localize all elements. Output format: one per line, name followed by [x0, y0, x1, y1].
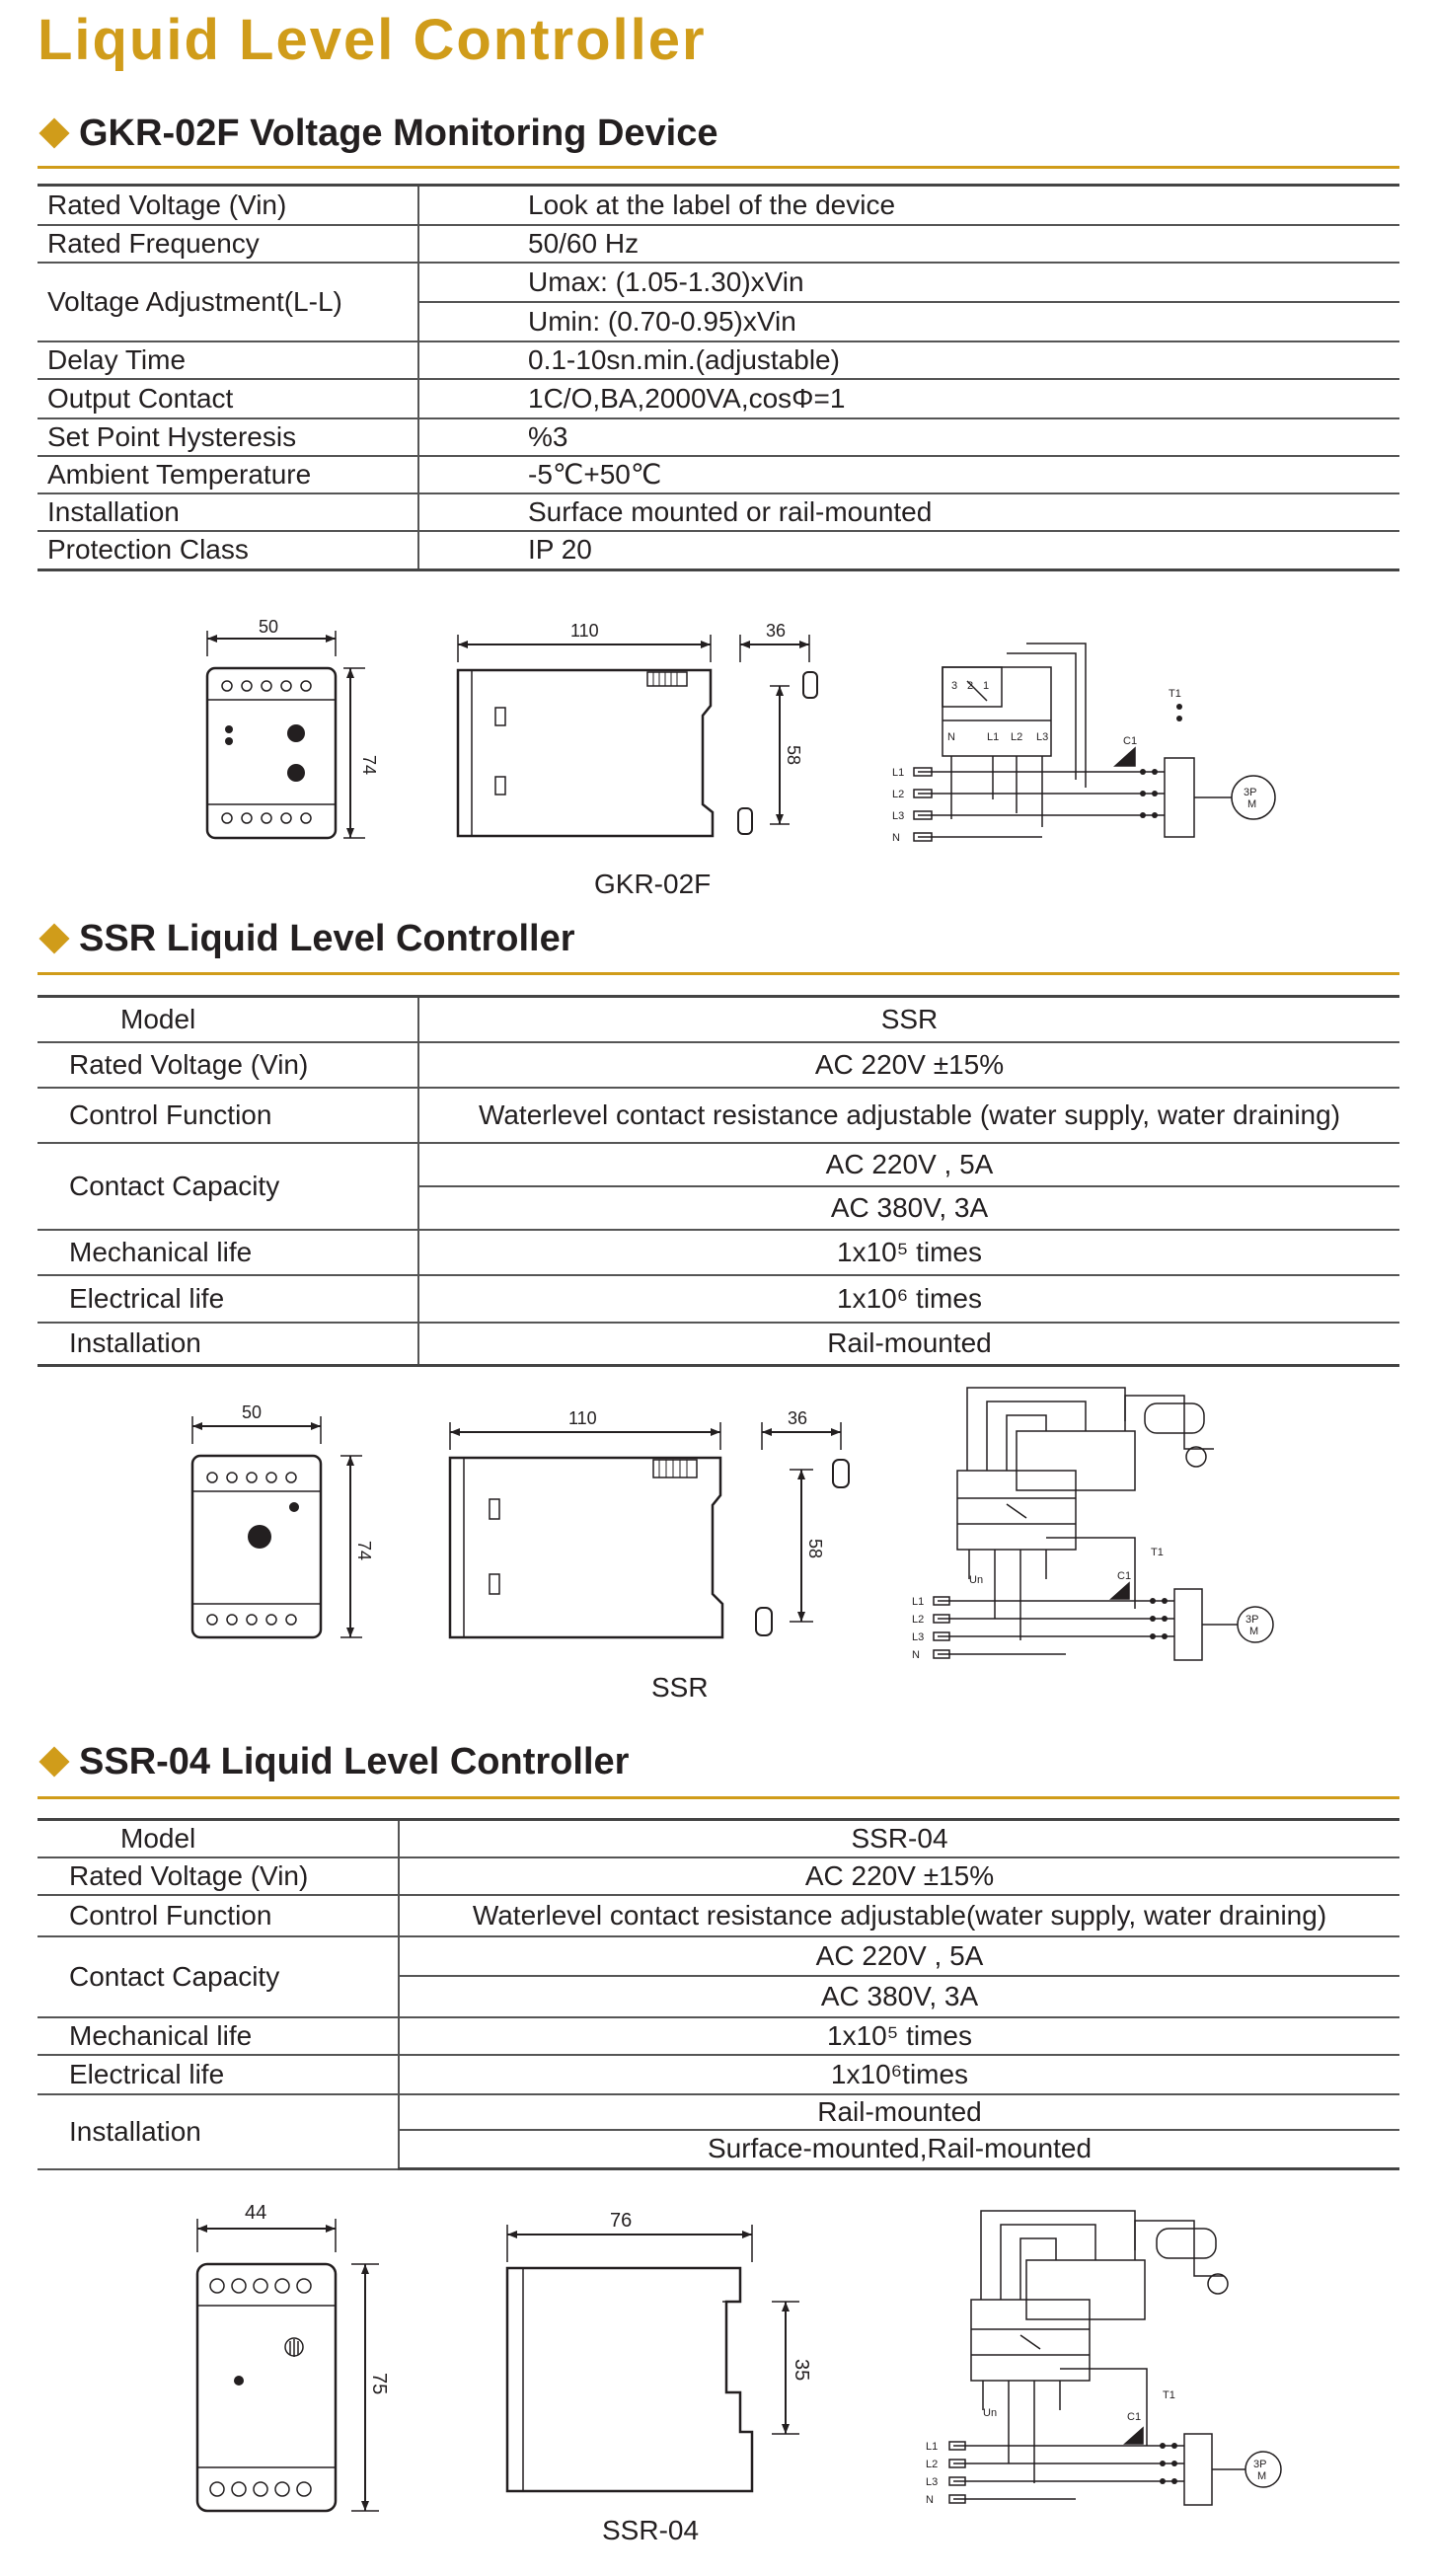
spec-label: Rated Voltage (Vin): [38, 1857, 399, 1895]
table-row: [38, 1042, 1399, 1088]
dim-side-label: 36: [788, 1408, 808, 1428]
dim-side-label: 36: [766, 621, 787, 641]
spec-label: Rated Voltage (Vin): [38, 1042, 418, 1088]
wire-label-l1: L1: [892, 767, 905, 779]
table-row: [38, 186, 1399, 225]
spec-label: Rated Voltage (Vin): [38, 186, 418, 225]
wire-label-l2: L2: [912, 1614, 925, 1626]
spec-label: Control Function: [38, 1895, 399, 1936]
spec-label: Protection Class: [38, 531, 418, 570]
section-heading-gkr02f: [38, 111, 717, 156]
spec-label: Contact Capacity: [38, 1143, 418, 1230]
contactor-label: C1: [1117, 1570, 1132, 1582]
drawing-caption-gkr02f: GKR-02F: [594, 869, 712, 899]
spec-table-gkr02f: [38, 184, 1399, 571]
diamond-bullet-icon: [38, 117, 69, 148]
spec-value: Waterlevel contact resistance adjustable(water supply, water draining): [399, 1895, 1399, 1936]
spec-value: %3: [418, 418, 1399, 456]
spec-label: Model: [38, 1820, 399, 1857]
table-row: [38, 1088, 1399, 1143]
wire-label-n: N: [912, 1649, 920, 1661]
table-row: [38, 1820, 1399, 1857]
motor-sub-label: M: [1249, 1626, 1259, 1637]
wiring-diagram-ssr: [888, 1382, 1303, 1678]
spec-value: 1x10⁵ times: [399, 2017, 1399, 2055]
table-row: [38, 2094, 1399, 2130]
front-view-drawing-ssr: [173, 1397, 380, 1653]
un-label: Un: [983, 2407, 998, 2419]
dim-depth-label: 110: [568, 1408, 597, 1428]
contactor-label: C1: [1123, 735, 1138, 747]
table-row: [38, 1936, 1399, 1976]
motor-sub-label: M: [1257, 2470, 1267, 2482]
dim-height-label: 74: [359, 755, 379, 776]
side-view-drawing-ssr04: [484, 2199, 839, 2515]
section-heading-ssr: [38, 916, 575, 961]
front-view-drawing-ssr04: [178, 2199, 415, 2525]
table-row: [38, 1143, 1399, 1186]
table-row: [38, 1323, 1399, 1366]
side-view-drawing-ssr: [434, 1397, 868, 1653]
spec-value: Umax: (1.05-1.30)xVin: [418, 263, 1399, 302]
gold-divider: [38, 166, 1399, 169]
motor-sub-label: M: [1247, 798, 1257, 810]
wiring-diagram-ssr04: [898, 2201, 1313, 2517]
terminal-label: 2: [967, 680, 974, 692]
spec-value: 1x10⁶ times: [418, 1275, 1399, 1323]
spec-label: Mechanical life: [38, 2017, 399, 2055]
contactor-label: C1: [1127, 2411, 1142, 2423]
table-row: [38, 225, 1399, 263]
spec-table-ssr04: [38, 1818, 1399, 2170]
relay-label: T1: [1169, 688, 1181, 700]
table-row: [38, 1857, 1399, 1895]
wire-label-l3: L3: [912, 1631, 925, 1643]
spec-value: SSR: [418, 997, 1399, 1042]
dim-width-label: 44: [245, 2202, 267, 2224]
table-row: [38, 531, 1399, 570]
spec-value: 1x10⁶times: [399, 2055, 1399, 2094]
spec-value: Surface mounted or rail-mounted: [418, 493, 1399, 531]
spec-value: Look at the label of the device: [418, 186, 1399, 225]
table-row: [38, 418, 1399, 456]
page-title: Liquid Level Controller: [38, 8, 707, 72]
dim-rail-label: 58: [805, 1539, 825, 1559]
table-row: [38, 2017, 1399, 2055]
dim-depth-label: 110: [570, 621, 599, 641]
section-heading-text: GKR-02F Voltage Monitoring Device: [79, 113, 718, 154]
spec-label: Electrical life: [38, 1275, 418, 1323]
section-heading-text: SSR Liquid Level Controller: [79, 918, 575, 959]
spec-label: Delay Time: [38, 341, 418, 379]
table-row: [38, 2055, 1399, 2094]
table-row: [38, 493, 1399, 531]
motor-label: 3P: [1244, 787, 1257, 798]
motor-label: 3P: [1253, 2459, 1267, 2470]
spec-value: 1C/O,BA,2000VA,cosΦ=1: [418, 379, 1399, 418]
spec-value: 50/60 Hz: [418, 225, 1399, 263]
spec-value: Surface-mounted,Rail-mounted: [399, 2130, 1399, 2169]
spec-label: Control Function: [38, 1088, 418, 1143]
spec-value: AC 220V ±15%: [418, 1042, 1399, 1088]
dim-height-label: 74: [354, 1541, 374, 1561]
spec-label: Contact Capacity: [38, 1936, 399, 2017]
spec-label: Rated Frequency: [38, 225, 418, 263]
spec-value: Waterlevel contact resistance adjustable (water supply, water draining): [418, 1088, 1399, 1143]
wire-label-l3: L3: [892, 810, 905, 822]
wire-label-l2: L2: [926, 2459, 939, 2470]
spec-value: Umin: (0.70-0.95)xVin: [418, 302, 1399, 341]
dim-depth-label: 76: [610, 2210, 633, 2232]
diamond-bullet-icon: [38, 923, 69, 953]
table-row: [38, 263, 1399, 302]
diamond-bullet-icon: [38, 1746, 69, 1777]
wire-label-n: N: [926, 2494, 934, 2506]
spec-label: Set Point Hysteresis: [38, 418, 418, 456]
dim-rail-label: 58: [784, 745, 803, 766]
spec-label: Installation: [38, 2094, 399, 2169]
spec-value: AC 380V, 3A: [399, 1976, 1399, 2017]
un-label: Un: [969, 1574, 984, 1586]
table-row: [38, 379, 1399, 418]
dim-height-label: 75: [368, 2373, 390, 2395]
spec-value: AC 380V, 3A: [418, 1186, 1399, 1230]
spec-value: -5℃+50℃: [418, 456, 1399, 493]
spec-value: 1x10⁵ times: [418, 1230, 1399, 1275]
spec-label: Mechanical life: [38, 1230, 418, 1275]
terminal-label: L1: [987, 731, 1000, 743]
gold-divider: [38, 1796, 1399, 1799]
wire-label-n: N: [892, 832, 900, 844]
terminal-label: L3: [1036, 731, 1049, 743]
drawing-caption-ssr: SSR: [651, 1672, 709, 1703]
drawing-caption-ssr04: SSR-04: [602, 2515, 700, 2545]
table-row: [38, 1230, 1399, 1275]
spec-label: Model: [38, 997, 418, 1042]
terminal-label: 3: [951, 680, 958, 692]
wire-label-l1: L1: [912, 1596, 925, 1608]
wire-label-l1: L1: [926, 2441, 939, 2453]
spec-label: Voltage Adjustment(L-L): [38, 263, 418, 341]
terminal-label: 1: [983, 680, 990, 692]
dim-rail-label: 35: [791, 2359, 812, 2382]
spec-value: Rail-mounted: [399, 2094, 1399, 2130]
terminal-label: L2: [1011, 731, 1023, 743]
front-view-drawing-gkr02f: [188, 617, 385, 854]
relay-label: T1: [1163, 2389, 1175, 2401]
side-view-drawing-gkr02f: [444, 617, 859, 854]
spec-label: Installation: [38, 1323, 418, 1366]
wiring-diagram-gkr02f: [868, 642, 1283, 859]
spec-label: Electrical life: [38, 2055, 399, 2094]
section-heading-text: SSR-04 Liquid Level Controller: [79, 1741, 630, 1782]
dim-width-label: 50: [259, 617, 279, 637]
spec-table-ssr: [38, 995, 1399, 1367]
table-row: [38, 997, 1399, 1042]
table-row: [38, 341, 1399, 379]
spec-value: AC 220V , 5A: [399, 1936, 1399, 1976]
gold-divider: [38, 972, 1399, 975]
wire-label-l2: L2: [892, 789, 905, 800]
spec-value: Rail-mounted: [418, 1323, 1399, 1366]
terminal-label: N: [947, 731, 955, 743]
table-row: [38, 1275, 1399, 1323]
spec-label: Ambient Temperature: [38, 456, 418, 493]
spec-value: IP 20: [418, 531, 1399, 570]
motor-label: 3P: [1245, 1614, 1259, 1626]
spec-value: AC 220V ±15%: [399, 1857, 1399, 1895]
spec-value: SSR-04: [399, 1820, 1399, 1857]
table-row: [38, 456, 1399, 493]
wire-label-l3: L3: [926, 2476, 939, 2488]
section-heading-ssr04: [38, 1739, 629, 1784]
spec-label: Output Contact: [38, 379, 418, 418]
spec-label: Installation: [38, 493, 418, 531]
relay-label: T1: [1151, 1547, 1164, 1558]
spec-value: 0.1-10sn.min.(adjustable): [418, 341, 1399, 379]
dim-width-label: 50: [242, 1402, 263, 1422]
spec-value: AC 220V , 5A: [418, 1143, 1399, 1186]
table-row: [38, 1895, 1399, 1936]
